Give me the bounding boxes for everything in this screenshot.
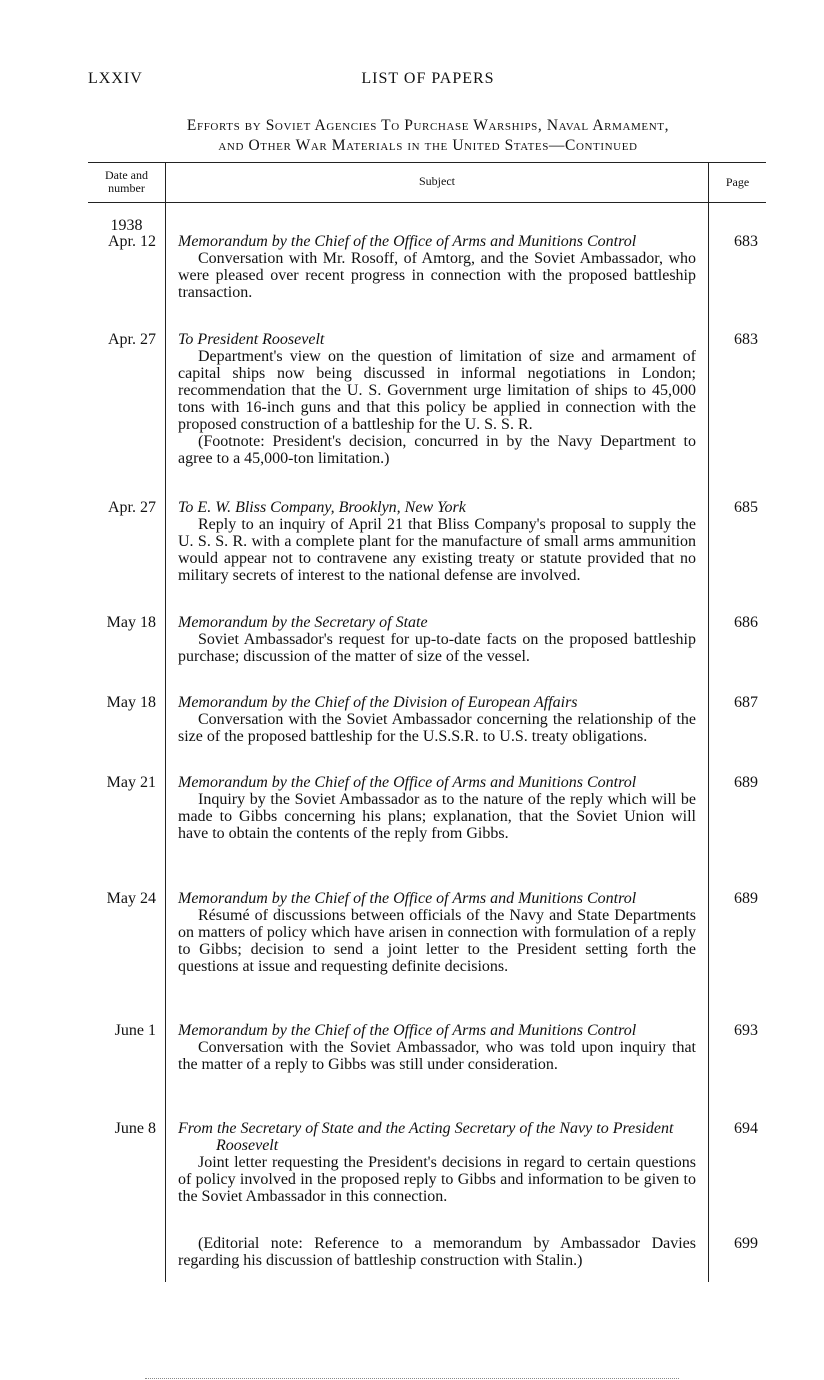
- column-header-page: Page: [725, 175, 750, 189]
- column-header-date-line-1: Date and: [105, 168, 148, 182]
- entry-heading: From the Secretary of State and the Acting Secretary of the Navy to President Roosevelt: [178, 1120, 674, 1154]
- entry-subject: [178, 1022, 696, 1073]
- section-title-line-1: Efforts by Soviet Agencies To Purchase Warships, Naval Armament,: [186, 117, 670, 134]
- entry-heading: Memorandum by the Chief of the Office of Arms and Munitions Control: [178, 890, 637, 907]
- entry-date: May 24: [106, 890, 156, 907]
- entry-heading: Memorandum by the Secretary of State: [178, 614, 428, 631]
- date-column-divider: [165, 162, 166, 1282]
- entry-heading: To E. W. Bliss Company, Brooklyn, New York: [178, 499, 466, 516]
- section-title: [88, 116, 768, 156]
- page-number: LXXIV: [88, 70, 143, 87]
- column-header-date-line-2: number: [108, 181, 145, 195]
- entry-page: 683: [734, 233, 758, 250]
- entry-subject: [178, 890, 696, 975]
- entry-subject: [178, 233, 696, 301]
- entry-date: Apr. 27: [108, 499, 156, 516]
- running-title: LIST OF PAPERS: [361, 70, 495, 87]
- entry-date: May 18: [106, 614, 156, 631]
- page-column-divider: [708, 162, 709, 1282]
- table-header-rule: [88, 202, 766, 203]
- entry-page: 693: [734, 1022, 758, 1039]
- entry-page: 689: [734, 890, 758, 907]
- entry-page: 683: [734, 331, 758, 348]
- entry-page: 694: [734, 1120, 758, 1137]
- entry-heading: To President Roosevelt: [178, 331, 325, 348]
- entry-subject: [178, 499, 696, 584]
- entry-description: Conversation with the Soviet Ambassador, who was told upon inquiry that the matter of a reply to Gibbs was still under consideration.: [178, 1039, 696, 1073]
- entry-date: May 21: [106, 774, 156, 791]
- bottom-rule: [145, 1378, 679, 1379]
- page-header: [88, 70, 768, 94]
- entry-date: May 18: [106, 694, 156, 711]
- year-label: 1938: [110, 217, 143, 234]
- entry-subject: [178, 614, 696, 665]
- entry-heading: Memorandum by the Chief of the Office of Arms and Munitions Control: [178, 233, 637, 250]
- entry-date: June 1: [114, 1022, 156, 1039]
- entry-description: Conversation with Mr. Rosoff, of Amtorg, and the Soviet Ambassador, who were pleased over recent progress in connection with the proposed battleship transaction.: [178, 250, 696, 301]
- entry-description: Soviet Ambassador's request for up-to-date facts on the proposed battleship purchase; discussion of the matter of size of the vessel.: [178, 631, 696, 665]
- entry-page: 699: [734, 1235, 758, 1252]
- entry-page: 689: [734, 774, 758, 791]
- papers-table: [88, 162, 766, 1282]
- column-header-date: [88, 169, 165, 195]
- entry-description: Reply to an inquiry of April 21 that Bliss Company's proposal to supply the U. S. S. R. with a complete plant for the manufacture of small arms ammunition would appear not to contravene any existing treaty or statute provided that no military secrets of interest to the national defense are involved.: [178, 516, 696, 584]
- entry-footnote: (Footnote: President's decision, concurred in by the Navy Department to agree to a 45,000-ton limitation.): [178, 433, 696, 467]
- entry-description: Joint letter requesting the President's decisions in regard to certain questions of policy involved in the proposed reply to Gibbs and information to be given to the Soviet Ambassador in this connection.: [178, 1154, 696, 1205]
- entry-description: Inquiry by the Soviet Ambassador as to the nature of the reply which will be made to Gibbs concerning his plans; explanation, that the Soviet Union will have to obtain the contents of the reply from Gibbs.: [178, 791, 696, 842]
- entry-heading: Memorandum by the Chief of the Office of Arms and Munitions Control: [178, 774, 637, 791]
- entry-subject: [178, 774, 696, 842]
- entry-date: Apr. 27: [108, 331, 156, 348]
- entry-date: Apr. 12: [108, 233, 156, 250]
- entry-page: 686: [734, 614, 758, 631]
- entry-description: Conversation with the Soviet Ambassador concerning the relationship of the size of the proposed battleship for the U.S.S.R. to U.S. treaty obligations.: [178, 711, 696, 745]
- entry-subject: [178, 694, 696, 745]
- table-top-rule: [88, 162, 766, 163]
- entry-page: 687: [734, 694, 758, 711]
- editorial-note: (Editorial note: Reference to a memorandum by Ambassador Davies regarding his discussion of battleship construction with Stalin.): [178, 1235, 696, 1269]
- entry-subject: [178, 331, 696, 467]
- entry-heading: Memorandum by the Chief of the Office of Arms and Munitions Control: [178, 1022, 637, 1039]
- entry-description: Résumé of discussions between officials of the Navy and State Departments on matters of policy which have arisen in connection with formulation of a reply to Gibbs; decision to send a joint letter to the President setting forth the questions at issue and requesting definite decisions.: [178, 907, 696, 975]
- entry-heading: Memorandum by the Chief of the Division of European Affairs: [178, 694, 578, 711]
- entry-description: Department's view on the question of limitation of size and armament of capital ships now being discussed in informal negotiations in London; recommendation that the U. S. Government urge limitation of ships to 45,000 tons with 16-inch guns and that this policy be applied in connection with the proposed construction of a battleship for the U. S. S. R.: [178, 348, 696, 433]
- column-header-subject: Subject: [419, 174, 455, 188]
- section-title-line-2: and Other War Materials in the United States—Continued: [218, 137, 638, 154]
- entry-page: 685: [734, 499, 758, 516]
- entry-subject: [178, 1235, 696, 1269]
- entry-date: June 8: [114, 1120, 156, 1137]
- entry-subject: [178, 1120, 696, 1205]
